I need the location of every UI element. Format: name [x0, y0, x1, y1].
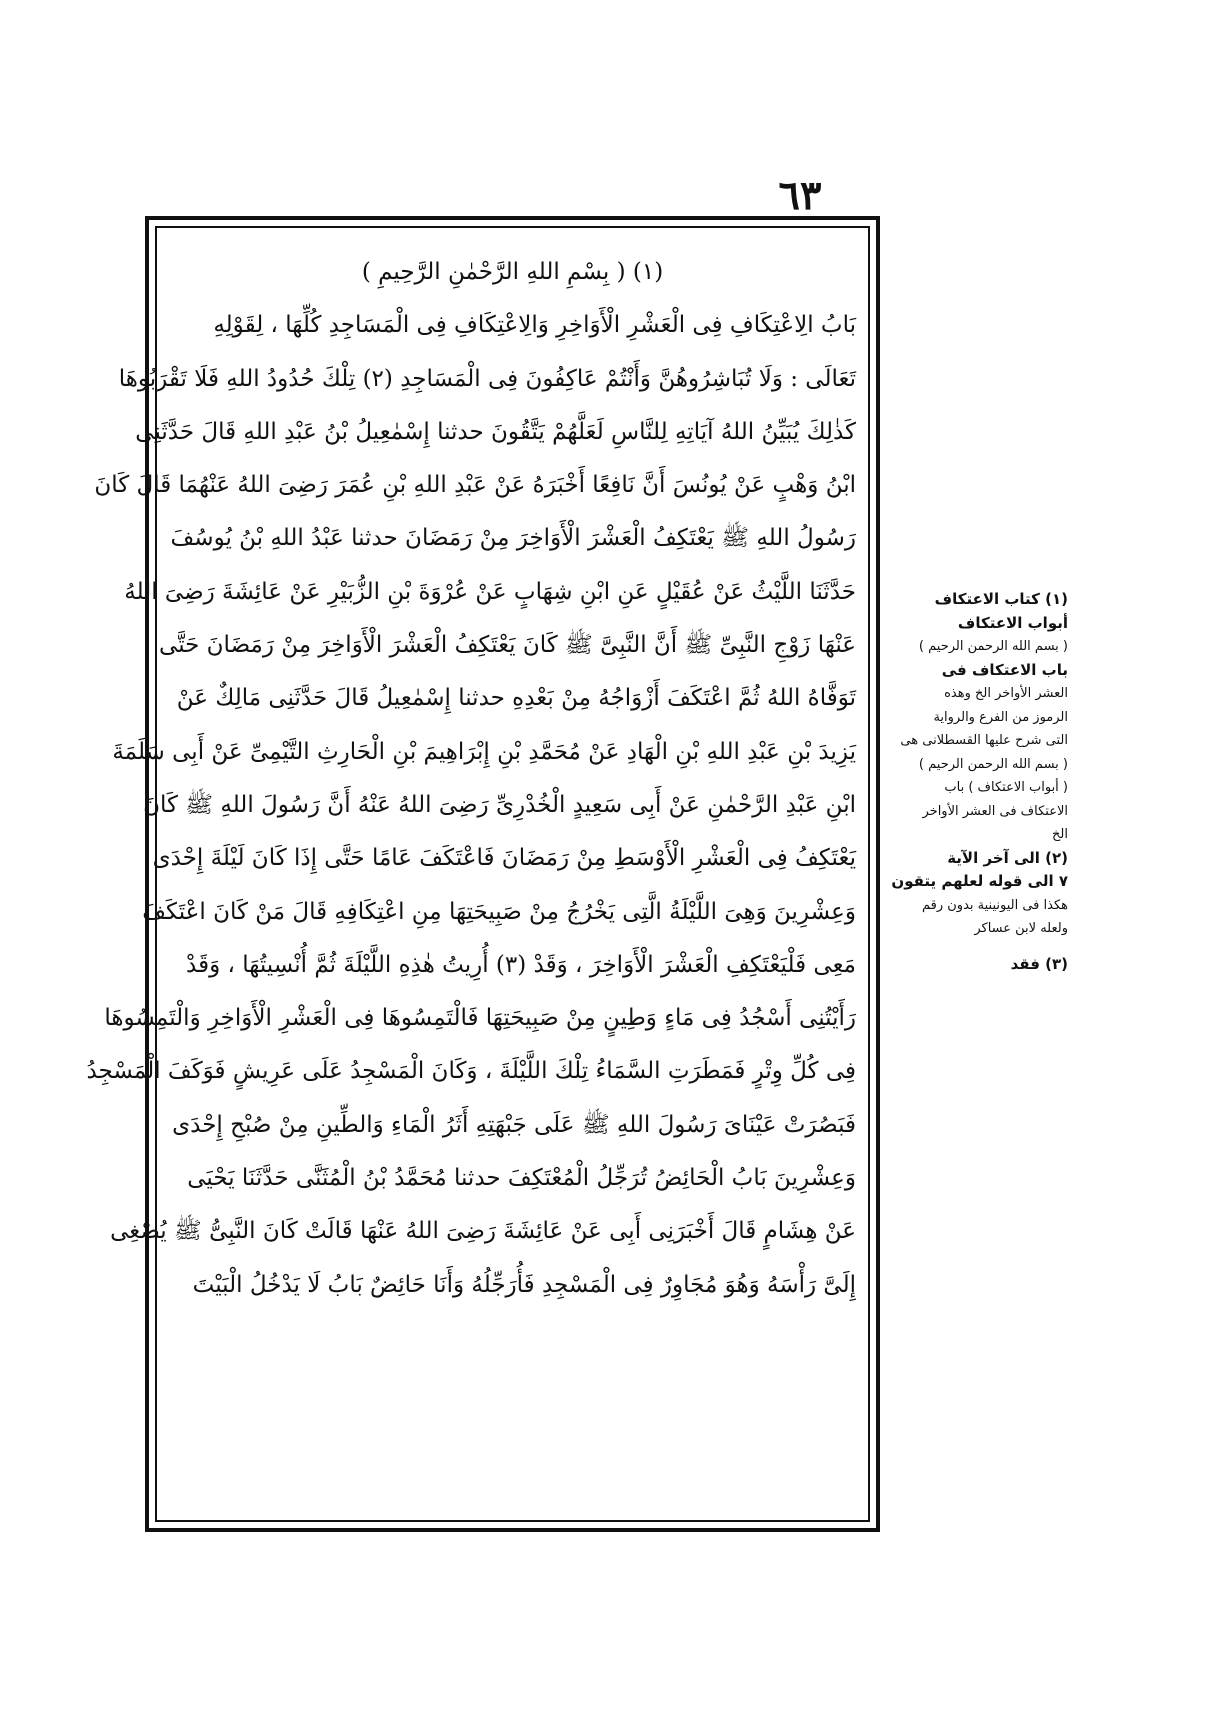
- margin-note-line: هكذا فى اليونينية بدون رقم: [921, 897, 1068, 913]
- margin-note-line: الخ: [1052, 827, 1068, 842]
- text-line: وَعِشْرِينَ بَابُ الْحَائِضُ تُرَجِّلُ الْمُعْتَكِفَ حدثنا مُحَمَّدُ بْنُ الْمُثَنَّى حَدَّثَنَا يَحْيَى: [187, 1165, 856, 1192]
- margin-note-line: ( بسم الله الرحمن الرحيم ): [918, 639, 1068, 654]
- margin-note-line: ٧ الى قوله لعلهم يتقون: [891, 872, 1068, 890]
- text-line: فَبَصُرَتْ عَيْنَاىَ رَسُولَ اللهِ ﷺ عَلَى جَبْهَتِهِ أَثَرُ الْمَاءِ وَالطِّينِ مِنْ صُبْحِ إِحْدَى: [172, 1111, 856, 1138]
- margin-note-line: ( بسم الله الرحمن الرحيم ): [918, 756, 1068, 772]
- text-line: يَعْتَكِفُ فِى الْعَشْرِ الْأَوْسَطِ مِنْ رَمَضَانَ فَاعْتَكَفَ عَامًا حَتَّى إِذَا كَانَ لَيْلَةَ إِحْدَى: [152, 845, 856, 872]
- text-line: بَابُ الِاعْتِكَافِ فِى الْعَشْرِ الْأَوَاخِرِ وَالِاعْتِكَافِ فِى الْمَسَاجِدِ كُلِّهَا ، لِقَوْلِهِ: [213, 312, 856, 339]
- text-line: عَنْهَا زَوْجِ النَّبِىِّ ﷺ أَنَّ النَّبِىَّ ﷺ كَانَ يَعْتَكِفُ الْعَشْرَ الْأَوَاخِرَ مِنْ رَمَضَانَ حَتَّى: [159, 632, 856, 659]
- text-line: ابْنُ وَهْبٍ عَنْ يُونُسَ أَنَّ نَافِعًا أَخْبَرَهُ عَنْ عَبْدِ اللهِ بْنِ عُمَرَ رَضِىَ اللهُ عَنْهُمَا قَالَ كَانَ: [94, 472, 856, 499]
- text-line: فِى كُلِّ وِتْرٍ فَمَطَرَتِ السَّمَاءُ تِلْكَ اللَّيْلَةَ ، وَكَانَ الْمَسْجِدُ عَلَى عَرِيشٍ فَوَكَفَ الْمَسْجِدُ: [86, 1058, 856, 1085]
- margin-note-line: العشر الأواخر الخ وهذه: [944, 686, 1068, 701]
- text-line: [169, 1312, 856, 1365]
- margin-note-line: ( أبواب الاعتكاف ) باب: [944, 780, 1068, 795]
- text-line: حَدَّثَنَا اللَّيْثُ عَنْ عُقَيْلٍ عَنِ ابْنِ شِهَابٍ عَنْ عُرْوَةَ بْنِ الزُّبَيْرِ عَنْ عَائِشَةَ رَضِىَ اللهُ: [124, 578, 856, 605]
- text-line: مَعِى فَلْيَعْتَكِفِ الْعَشْرَ الْأَوَاخِرَ ، وَقَدْ (٣) أُرِيتُ هٰذِهِ اللَّيْلَةَ ثُمَّ أُنْسِيتُهَا ، وَقَدْ: [186, 951, 856, 978]
- margin-note-line: باب الاعتكاف فى: [941, 660, 1068, 679]
- margin-note-line: أبواب الاعتكاف: [957, 613, 1068, 632]
- text-line: وَعِشْرِينَ وَهِىَ اللَّيْلَةُ الَّتِى يَخْرُجُ مِنْ صَبِيحَتِهَا مِنِ اعْتِكَافِهِ قَالَ مَنْ كَانَ اعْتَكَفَ: [142, 898, 856, 925]
- margin-note-line: الاعتكاف فى العشر الأواخر: [922, 803, 1068, 819]
- basmala-line: (١) ( بِسْمِ اللهِ الرَّحْمٰنِ الرَّحِيمِ ): [361, 259, 664, 285]
- margin-note-line: التى شرح عليها القسطلانى هى: [900, 733, 1068, 748]
- text-frame: [86, 216, 880, 1532]
- margin-note-line: (١) كتاب الاعتكاف: [934, 590, 1068, 608]
- text-line: يَزِيدَ بْنِ عَبْدِ اللهِ بْنِ الْهَادِ عَنْ مُحَمَّدِ بْنِ إِبْرَاهِيمَ بْنِ الْحَارِثِ التَّيْمِىِّ عَنْ أَبِى سَلَمَةَ: [112, 738, 856, 765]
- text-line: ابْنِ عَبْدِ الرَّحْمٰنِ عَنْ أَبِى سَعِيدٍ الْخُدْرِىِّ رَضِىَ اللهُ عَنْهُ أَنَّ رَسُولَ اللهِ ﷺ كَانَ: [143, 791, 856, 818]
- text-line: تَوَفَّاهُ اللهُ ثُمَّ اعْتَكَفَ أَزْوَاجُهُ مِنْ بَعْدِهِ حدثنا إِسْمٰعِيلُ قَالَ حَدَّثَنِى مَالِكٌ عَنْ: [176, 685, 856, 712]
- text-line: إِلَىَّ رَأْسَهُ وَهُوَ مُجَاوِرٌ فِى الْمَسْجِدِ فَأُرَجِّلُهُ وَأَنَا حَائِضٌ بَابُ لَا يَدْخُلُ الْبَيْتَ: [192, 1271, 856, 1298]
- text-line: رَسُولُ اللهِ ﷺ يَعْتَكِفُ الْعَشْرَ الْأَوَاخِرَ مِنْ رَمَضَانَ حدثنا عَبْدُ اللهِ بْنُ يُوسُفَ: [170, 525, 856, 552]
- page-number: ٦٣: [778, 172, 822, 219]
- main-text: [86, 246, 856, 1365]
- text-line: عَنْ هِشَامٍ قَالَ أَخْبَرَنِى أَبِى عَنْ عَائِشَةَ رَضِىَ اللهُ عَنْهَا قَالَتْ كَانَ النَّبِىُّ ﷺ يُصْغِى: [110, 1218, 856, 1245]
- margin-note-line: (٣) فقد: [1010, 954, 1068, 973]
- margin-notes: [888, 588, 1068, 976]
- text-line: تَعَالَى : وَلَا تُبَاشِرُوهُنَّ وَأَنْتُمْ عَاكِفُونَ فِى الْمَسَاجِدِ (٢) تِلْكَ حُدُودُ اللهِ فَلَا تَقْرَبُوهَا: [118, 365, 856, 392]
- margin-note-line: (٢) الى آخر الآية: [947, 848, 1068, 867]
- text-line: كَذٰلِكَ يُبَيِّنُ اللهُ آيَاتِهِ لِلنَّاسِ لَعَلَّهُمْ يَتَّقُونَ حدثنا إِسْمٰعِيلُ بْنُ عَبْدِ اللهِ قَالَ حَدَّثَنِى: [135, 418, 856, 445]
- margin-note-line: ولعله لابن عساكر: [974, 921, 1068, 936]
- margin-note-line: الرموز من الفرع والرواية: [933, 709, 1068, 725]
- text-line: رَأَيْتُنِى أَسْجُدُ فِى مَاءٍ وَطِينٍ مِنْ صَبِيحَتِهَا فَالْتَمِسُوهَا فِى الْعَشْرِ الْأَوَاخِرِ وَالْتَمِسُوهَا: [104, 1005, 856, 1032]
